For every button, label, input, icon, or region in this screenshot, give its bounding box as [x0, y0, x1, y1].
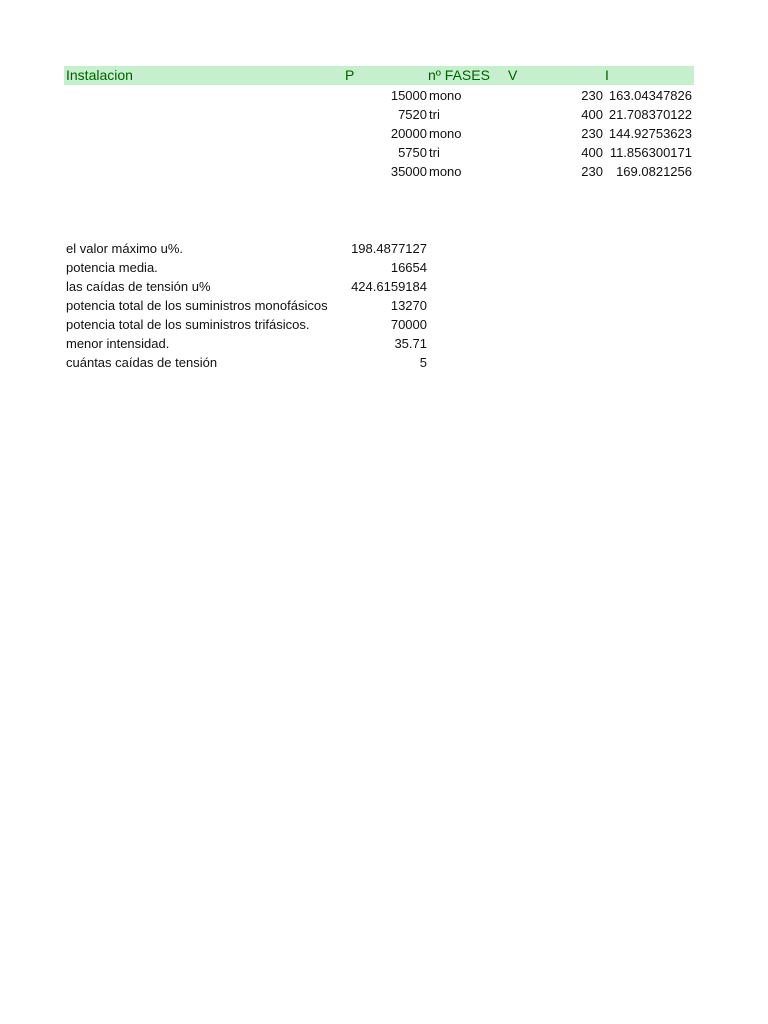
result-value: 5: [419, 355, 427, 370]
cell-p: 15000: [390, 88, 427, 103]
cell-v: 230: [581, 164, 603, 179]
cell-p: 20000: [390, 126, 427, 141]
header-instalacion: Instalacion: [66, 67, 133, 83]
result-value: 16654: [390, 260, 427, 275]
result-label: las caídas de tensión u%: [66, 279, 211, 294]
header-v: V: [508, 67, 518, 83]
header-fases: nº FASES: [428, 67, 490, 83]
result-value: 70000: [390, 317, 427, 332]
cell-i: 163.04347826: [608, 88, 692, 103]
cell-fases: mono: [429, 164, 462, 179]
cell-v: 230: [581, 126, 603, 141]
cell-p: 5750: [398, 145, 427, 160]
result-label: el valor máximo u%.: [66, 241, 184, 256]
cell-fases: tri: [429, 145, 440, 160]
cell-fases: mono: [429, 126, 462, 141]
result-value: 13270: [390, 298, 427, 313]
cell-i: 144.92753623: [608, 126, 692, 141]
cell-fases: tri: [429, 107, 440, 122]
result-label: potencia total de los suministros trifásicos.: [66, 317, 310, 332]
result-label: cuántas caídas de tensión: [66, 355, 218, 370]
cell-v: 230: [581, 88, 603, 103]
cell-i: 21.708370122: [608, 107, 692, 122]
cell-v: 400: [581, 107, 603, 122]
result-label: potencia total de los suministros monofásicos: [66, 298, 328, 313]
cell-p: 7520: [398, 107, 427, 122]
cell-i: 11.856300171: [609, 145, 692, 160]
result-value: 35.71: [394, 336, 427, 351]
cell-v: 400: [581, 145, 603, 160]
table-header-row: [64, 66, 694, 85]
header-i: I: [605, 67, 609, 83]
result-label: menor intensidad.: [66, 336, 170, 351]
cell-fases: mono: [429, 88, 462, 103]
cell-p: 35000: [390, 164, 427, 179]
result-value: 198.4877127: [351, 241, 427, 256]
header-p: P: [345, 67, 355, 83]
result-value: 424.6159184: [351, 279, 427, 294]
cell-i: 169.0821256: [616, 164, 692, 179]
result-label: potencia media.: [66, 260, 158, 275]
